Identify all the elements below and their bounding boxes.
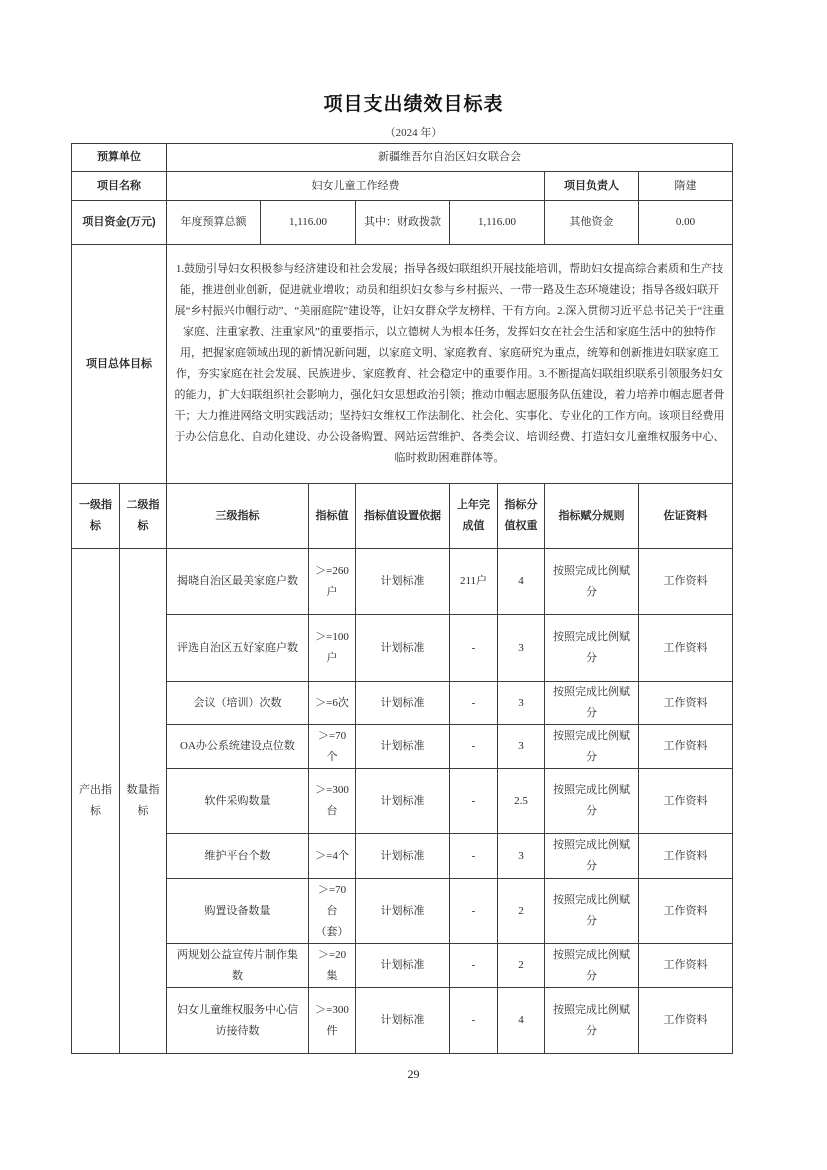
annual-total-label: 年度预算总额 — [167, 201, 261, 245]
indicator-name: 软件采购数量 — [167, 769, 309, 834]
indicator-value: ＞=70台（套） — [309, 879, 356, 944]
table-row — [72, 944, 733, 988]
indicator-evidence: 工作资料 — [639, 549, 733, 615]
table-row — [72, 834, 733, 879]
indicator-weight: 2 — [498, 944, 545, 988]
fiscal-funds-label: 其中：财政拨款 — [356, 201, 450, 245]
indicator-last-year: - — [450, 769, 498, 834]
indicator-weight: 2.5 — [498, 769, 545, 834]
fiscal-funds-value: 1,116.00 — [450, 201, 545, 245]
overall-goal-row — [72, 245, 733, 484]
indicator-weight: 4 — [498, 549, 545, 615]
indicator-rule: 按照完成比例赋分 — [545, 682, 639, 725]
indicator-name: 会议（培训）次数 — [167, 682, 309, 725]
indicator-last-year: - — [450, 834, 498, 879]
table-row — [72, 769, 733, 834]
other-funds-label: 其他资金 — [545, 201, 639, 245]
indicator-evidence: 工作资料 — [639, 725, 733, 769]
project-funds-row — [72, 201, 733, 245]
indicator-last-year: - — [450, 682, 498, 725]
indicator-name: 维护平台个数 — [167, 834, 309, 879]
indicator-last-year: - — [450, 879, 498, 944]
indicator-evidence: 工作资料 — [639, 944, 733, 988]
indicator-rule: 按照完成比例赋分 — [545, 769, 639, 834]
indicator-evidence: 工作资料 — [639, 615, 733, 682]
header-level3: 三级指标 — [167, 484, 309, 549]
performance-goal-table — [71, 143, 733, 1054]
indicator-weight: 3 — [498, 834, 545, 879]
indicator-value: ＞=70个 — [309, 725, 356, 769]
indicator-basis: 计划标准 — [356, 834, 450, 879]
indicator-rule: 按照完成比例赋分 — [545, 615, 639, 682]
indicator-basis: 计划标准 — [356, 769, 450, 834]
indicator-name: 两规划公益宣传片制作集数 — [167, 944, 309, 988]
indicator-basis: 计划标准 — [356, 725, 450, 769]
indicator-basis: 计划标准 — [356, 682, 450, 725]
indicator-name: 购置设备数量 — [167, 879, 309, 944]
indicator-weight: 3 — [498, 615, 545, 682]
indicator-header-row — [72, 484, 733, 549]
indicator-name: 妇女儿童维权服务中心信访接待数 — [167, 988, 309, 1054]
header-value: 指标值 — [309, 484, 356, 549]
indicator-basis: 计划标准 — [356, 944, 450, 988]
header-weight: 指标分值权重 — [498, 484, 545, 549]
indicator-rule: 按照完成比例赋分 — [545, 725, 639, 769]
indicator-basis: 计划标准 — [356, 879, 450, 944]
other-funds-value: 0.00 — [639, 201, 733, 245]
indicator-evidence: 工作资料 — [639, 769, 733, 834]
project-name-value: 妇女儿童工作经费 — [167, 172, 545, 201]
annual-total-value: 1,116.00 — [261, 201, 356, 245]
level2-indicator: 数量指标 — [120, 549, 167, 1054]
indicator-basis: 计划标准 — [356, 615, 450, 682]
table-row — [72, 682, 733, 725]
table-row — [72, 615, 733, 682]
indicator-last-year: - — [450, 988, 498, 1054]
table-row — [72, 879, 733, 944]
indicator-rule: 按照完成比例赋分 — [545, 944, 639, 988]
indicator-value: ＞=300台 — [309, 769, 356, 834]
indicator-evidence: 工作资料 — [639, 879, 733, 944]
indicator-evidence: 工作资料 — [639, 834, 733, 879]
document-year: （2024 年） — [384, 127, 443, 139]
table-row — [72, 988, 733, 1054]
budget-unit-row — [72, 144, 733, 172]
budget-unit-label: 预算单位 — [72, 144, 167, 172]
document-title: 项目支出绩效目标表 — [323, 94, 504, 115]
indicator-rule: 按照完成比例赋分 — [545, 988, 639, 1054]
indicator-weight: 2 — [498, 879, 545, 944]
header-level2: 二级指标 — [120, 484, 167, 549]
indicator-value: ＞=260户 — [309, 549, 356, 615]
indicator-last-year: - — [450, 615, 498, 682]
indicator-last-year: 211户 — [450, 549, 498, 615]
indicator-value: ＞=6次 — [309, 682, 356, 725]
level1-indicator: 产出指标 — [72, 549, 120, 1054]
table-row — [72, 549, 733, 615]
indicator-weight: 3 — [498, 725, 545, 769]
indicator-name: 评选自治区五好家庭户数 — [167, 615, 309, 682]
indicator-basis: 计划标准 — [356, 549, 450, 615]
indicator-value: ＞=20集 — [309, 944, 356, 988]
indicator-value: ＞=100户 — [309, 615, 356, 682]
indicator-name: 揭晓自治区最美家庭户数 — [167, 549, 309, 615]
indicator-value: ＞=4个 — [309, 834, 356, 879]
indicator-value: ＞=300件 — [309, 988, 356, 1054]
budget-unit-value: 新疆维吾尔自治区妇女联合会 — [167, 144, 733, 172]
project-funds-label: 项目资金(万元) — [72, 201, 167, 245]
header-last-year: 上年完成值 — [450, 484, 498, 549]
indicator-last-year: - — [450, 725, 498, 769]
indicator-weight: 4 — [498, 988, 545, 1054]
project-name-row — [72, 172, 733, 201]
indicator-rule: 按照完成比例赋分 — [545, 834, 639, 879]
header-evidence: 佐证资料 — [639, 484, 733, 549]
project-lead-label: 项目负责人 — [545, 172, 639, 201]
indicator-last-year: - — [450, 944, 498, 988]
page-number: 29 — [407, 1067, 420, 1081]
indicator-rule: 按照完成比例赋分 — [545, 879, 639, 944]
indicator-weight: 3 — [498, 682, 545, 725]
table-row — [72, 725, 733, 769]
overall-goal-text: 1.鼓励引导妇女积极参与经济建设和社会发展；指导各级妇联组织开展技能培训，帮助妇女提高综合素质和生产技能，推进创业创新，促进就业增收；动员和组织妇女参与乡村振兴、一带一路及生态环境建设；指导各级妇联开展“乡村振兴巾帼行动”、“美丽庭院”建设等，让妇女群众学友榜样、干有方向。2.深入贯彻习近平总书记关于“注重家庭、注重家教、注重家风”的重要指示，以立德树人为根本任务，发挥妇女在社会生活和家庭生活中的独特作用，把握家庭领域出现的新情况新问题，以家庭文明、家庭教育、家庭研究为重点，统筹和创新推进妇联家庭工作，夯实家庭在社会发展、民族进步、家庭教育、社会稳定中的重要作用。3.不断提高妇联组织联系引领服务妇女的能力，扩大妇联组织社会影响力，强化妇女思想政治引领；推动巾帼志愿服务队伍建设，着力培养巾帼志愿者骨干；大力推进网络文明实践活动；坚持妇女维权工作法制化、社会化、实事化、专业化的工作方向。该项目经费用于办公信息化、自动化建设、办公设备购置、网站运营维护、各类会议、培训经费、打造妇女儿童维权服务中心、临时救助困难群体等。 — [167, 245, 733, 484]
indicator-evidence: 工作资料 — [639, 988, 733, 1054]
indicator-basis: 计划标准 — [356, 988, 450, 1054]
header-basis: 指标值设置依据 — [356, 484, 450, 549]
project-name-label: 项目名称 — [72, 172, 167, 201]
header-level1: 一级指标 — [72, 484, 120, 549]
indicator-evidence: 工作资料 — [639, 682, 733, 725]
project-lead-value: 隋建 — [639, 172, 733, 201]
header-rule: 指标赋分规则 — [545, 484, 639, 549]
indicator-name: OA办公系统建设点位数 — [167, 725, 309, 769]
indicator-rule: 按照完成比例赋分 — [545, 549, 639, 615]
overall-goal-label: 项目总体目标 — [72, 245, 167, 484]
